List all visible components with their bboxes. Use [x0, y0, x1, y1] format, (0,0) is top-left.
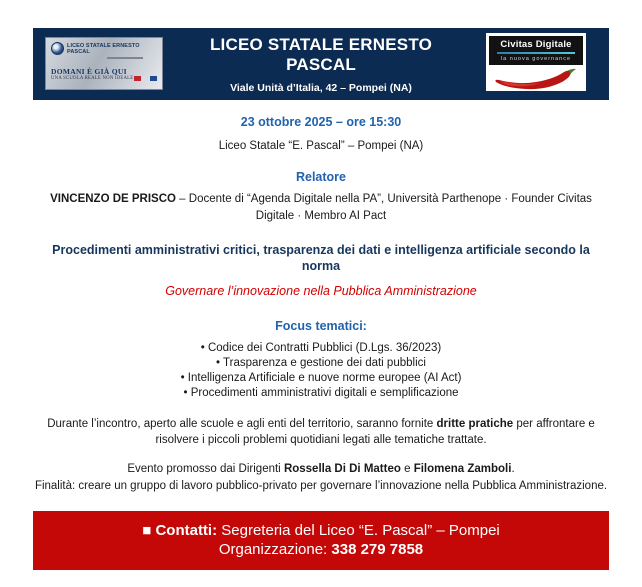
- flyer-page: [33, 0, 609, 570]
- organization-label: Organizzazione:: [218, 541, 332, 558]
- description-post: per affrontare e risolvere i piccoli problemi quotidiani legati alle tematiche trattate.: [155, 418, 595, 446]
- school-address: Viale Unità d’Italia, 42 – Pompei (NA): [230, 81, 412, 94]
- school-logo-name: LICEO STATALE ERNESTO PASCAL: [67, 42, 140, 55]
- description-pre: Durante l’incontro, aperto alle scuole e agli enti del territorio, saranno fornite: [47, 418, 437, 430]
- focus-list-item: • Trasparenza e gestione dei dati pubblici: [216, 357, 426, 369]
- event-subtitle: Governare l’innovazione nella Pubblica Amministrazione: [165, 284, 477, 298]
- promoter-name-1: Rossella Di Di Matteo: [283, 463, 401, 475]
- promoter-name-2: Filomena Zamboli: [413, 463, 512, 475]
- civitas-digitale-logo: [486, 33, 586, 91]
- speaker-section-heading: Relatore: [295, 170, 347, 184]
- civitas-logo-subtitle: la nuova governance: [500, 56, 572, 62]
- page-title-line2: PASCAL: [286, 54, 356, 74]
- school-motto-line2: UNA SCUOLA REALE NON IDEALE: [51, 76, 134, 81]
- event-description: [33, 416, 609, 448]
- school-motto-row: [51, 76, 157, 81]
- event-date-time: 23 ottobre 2025 – ore 15:30: [240, 115, 402, 129]
- school-crest-icon: [51, 42, 64, 55]
- speaker-details: – Docente di “Agenda Digitale nella PA”, Università Parthenope · Founder Civitas Digitale · Membro AI Pact: [175, 193, 592, 222]
- civitas-logo-rule: [497, 52, 575, 54]
- organization-phone: 338 279 7858: [331, 541, 424, 558]
- focus-list-item: • Codice dei Contratti Pubblici (D.Lgs. 36/2023): [200, 342, 442, 354]
- promoters-mid: e: [400, 463, 414, 475]
- promoters-post: .: [511, 463, 515, 475]
- speaker-line: [33, 191, 609, 225]
- event-promoters: [33, 461, 609, 478]
- description-emphasis: dritte pratiche: [436, 418, 514, 430]
- civitas-logo-title: Civitas Digitale: [500, 39, 572, 50]
- header-banner: [33, 28, 609, 100]
- school-partner-badges-icon: [134, 76, 157, 81]
- contact-value: Segreteria del Liceo “E. Pascal” – Pompei: [217, 522, 500, 539]
- page-title: [210, 35, 432, 75]
- focus-section-heading: Focus tematici:: [275, 319, 367, 333]
- event-purpose: Finalità: creare un gruppo di lavoro pubblico-privato per governare l’innovazione nella Pubblica Amministrazione.: [34, 480, 608, 492]
- speaker-name: VINCENZO DE PRISCO: [50, 193, 176, 205]
- school-logo-divider: [107, 57, 143, 59]
- focus-list: [33, 341, 609, 401]
- page-title-line1: LICEO STATALE ERNESTO: [209, 34, 433, 54]
- focus-list-item: • Procedimenti amministrativi digitali e semplificazione: [183, 387, 459, 399]
- school-motto-line1: DOMANI È GIÀ QUI: [51, 67, 127, 76]
- contact-line: [33, 521, 609, 540]
- school-logo-header: [51, 42, 157, 55]
- promoters-pre: Evento promosso dai Dirigenti: [127, 463, 284, 475]
- school-logo: [45, 37, 163, 90]
- event-main-title: Procedimenti amministrativi critici, trasparenza dei dati e intelligenza artificiale secondo la norma: [52, 243, 590, 273]
- focus-list-item: • Intelligenza Artificiale e nuove norme europee (AI Act): [180, 372, 462, 384]
- organization-line: [33, 540, 609, 559]
- contact-footer-bar: [33, 511, 609, 570]
- chili-pepper-icon: [490, 66, 582, 90]
- civitas-logo-box: [489, 36, 583, 65]
- contact-label: ■ Contatti:: [142, 522, 218, 539]
- event-venue: Liceo Statale “E. Pascal” – Pompei (NA): [218, 140, 424, 152]
